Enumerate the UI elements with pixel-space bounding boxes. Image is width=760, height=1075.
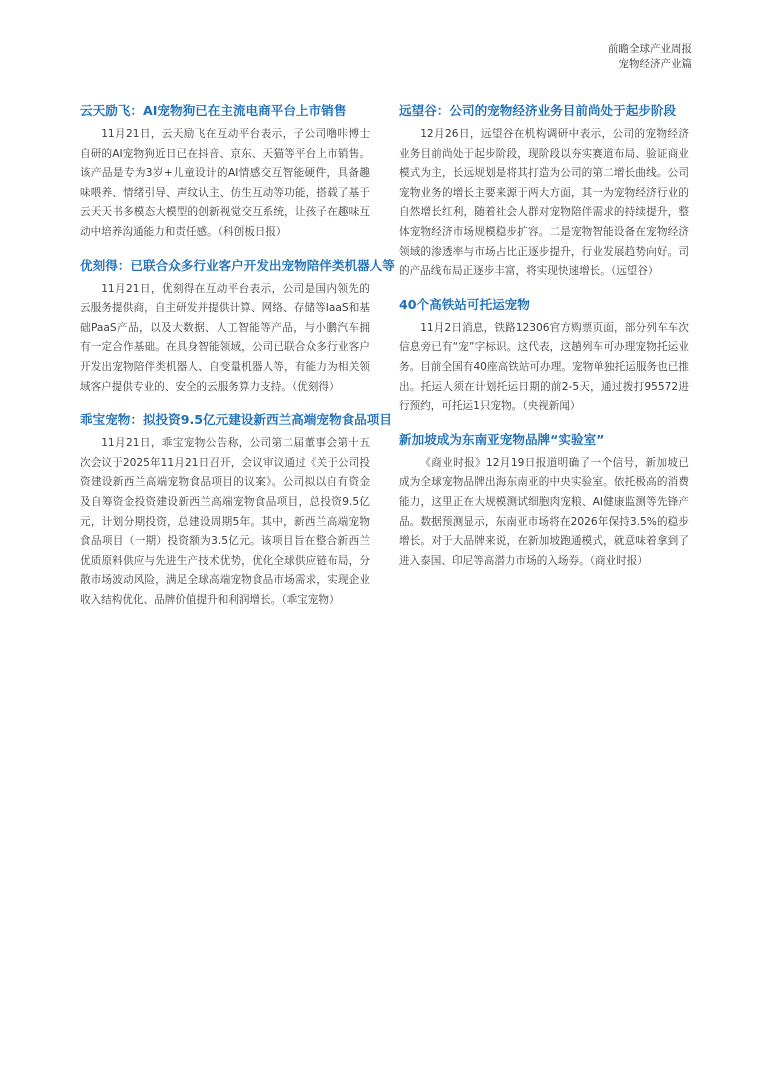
article-body: 11月21日，乖宝宠物公告称，公司第二届董事会第十五次会议于2025年11月21日召开，会议审议通过《关于公司投资建设新西兰高端宠物食品项目的议案》。公司拟以自有资金及自筹资金投资建设新西兰高端宠物食品项目，总投资9.5亿元，计划分期投资，总建设周期5年。其中，新西兰高端宠物食品项目（一期）投资额为3.5亿元。该项目旨在整合新西兰优质原料供应与先进生产技术优势，优化全球供应链布局，分散市场波动风险，满足全球高端宠物食品市场需求，实现企业收入结构优化、品牌价值提升和利润增长。（乖宝宠物） bbox=[80, 437, 370, 606]
article-body: 《商业时报》12月19日报道明确了一个信号，新加坡已成为全球宠物品牌出海东南亚的中央实验室。依托极高的消费能力，这里正在大规模测试细胞肉宠粮、AI健康监测等先锋产品。数据预测显示，东南亚市场将在2026年保持3.5%的稳步增长。对于大品牌来说，在新加坡跑通模式，就意味着拿到了进入泰国、印尼等高潜力市场的入场券。（商业时报） bbox=[399, 456, 689, 567]
header-section-title: 宠物经济产业篇 bbox=[618, 58, 692, 70]
article-title: 新加坡成为东南亚宠物品牌“实验室” bbox=[399, 431, 605, 447]
article-invengo bbox=[399, 102, 689, 282]
article-singapore bbox=[399, 431, 689, 572]
article-body: 11月21日，云天励飞在互动平台表示，子公司噜咔博士自研的AI宠物狗近日已在抖音、京东、天猫等平台上市销售。该产品是专为3岁+儿童设计的AI情感交互智能硬件，具备趣味喂养、情绪引导、声纹认主、仿生互动等功能，搭载了基于云天天书多模态大模型的创新视觉交互系统，让孩子在趣味互动中培养沟通能力和责任感。（科创板日报） bbox=[80, 128, 370, 238]
article-ucloud bbox=[80, 257, 395, 398]
article-title: 40个高铁站可托运宠物 bbox=[399, 296, 530, 312]
article-title: 优刻得：已联合众多行业客户开发出宠物陪伴类机器人等 bbox=[80, 257, 395, 273]
article-railway-pets bbox=[399, 296, 689, 417]
article-body: 11月21日，优刻得在互动平台表示，公司是国内领先的云服务提供商，自主研发并提供计算、网络、存储等IaaS和基础PaaS产品，以及大数据、人工智能等产品，与小鹏汽车拥有一定合作基础。在具身智能领域，公司已联合众多行业客户开发出宠物陪伴类机器人、自变量机器人等，有能力为相关领域客户提供专业的、安全的云服务算力支持。（优刻得） bbox=[80, 282, 370, 393]
article-body: 12月26日，远望谷在机构调研中表示，公司的宠物经济业务目前尚处于起步阶段，现阶段以夯实赛道布局、验证商业模式为主，长远规划是将其打造为公司的第二增长曲线。公司宠物业务的增长主要来源于两大方面，其一为宠物经济行业的自然增长红利，随着社会人群对宠物陪伴需求的持续提升，整体宠物经济市场规模稳步扩容。二是宠物智能设备在宠物经济领域的渗透率与市场占比正逐步提升，行业发展趋势向好。司的产品线布局正逐步丰富，将实现快速增长。（远望谷） bbox=[399, 128, 689, 278]
article-title: 云天励飞：AI宠物狗已在主流电商平台上市销售 bbox=[80, 103, 347, 118]
left-column bbox=[80, 102, 395, 624]
page-header bbox=[608, 42, 692, 72]
article-title: 乖宝宠物：拟投资9.5亿元建设新西兰高端宠物食品项目 bbox=[80, 412, 392, 428]
article-yuntian bbox=[80, 102, 370, 243]
right-column bbox=[399, 102, 689, 585]
header-report-title: 前瞻全球产业周报 bbox=[608, 43, 692, 55]
article-gambol bbox=[80, 411, 392, 610]
article-title: 远望谷：公司的宠物经济业务目前尚处于起步阶段 bbox=[399, 103, 677, 118]
article-body: 11月2日消息，铁路12306官方购票页面，部分列车车次信息旁已有“宠”字标识。这代表，这趟列车可办理宠物托运业务。目前全国有40座高铁站可办理。宠物单独托运服务也已推出。托运人须在计划托运日期的前2-5天，通过拨打95572进行预约，可托运1只宠物。（央视新闻） bbox=[399, 321, 689, 413]
